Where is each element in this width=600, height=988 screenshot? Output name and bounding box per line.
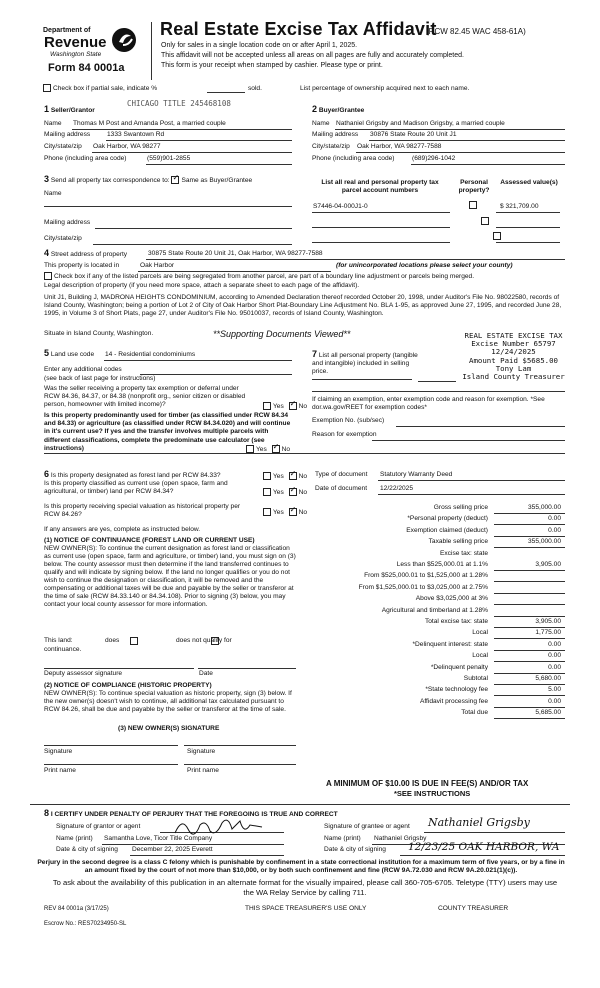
grantee-name[interactable]: Nathaniel Grigsby bbox=[374, 835, 427, 842]
q1-yes-no: Yes ✓ No bbox=[263, 402, 307, 410]
stamp-line4: Amount Paid $5685.00 bbox=[469, 355, 558, 365]
county-treasurer-label: COUNTY TREASURER bbox=[438, 905, 509, 912]
calc-value[interactable]: 355,000.00 bbox=[527, 504, 561, 511]
new-owner-print-label-1: Print name bbox=[44, 767, 76, 774]
same-as-buyer-checkbox[interactable] bbox=[171, 176, 179, 184]
buyer-phone-label: Phone (including area code) bbox=[312, 155, 395, 162]
seller-name[interactable]: Thomas M Post and Amanda Post, a married couple bbox=[73, 120, 226, 127]
doc-type-label: Type of document bbox=[315, 471, 368, 478]
parcel-col-header: List all real and personal property tax parcel account numbers bbox=[321, 179, 439, 195]
exemption-no-label: Exemption No. (sub/sec) bbox=[312, 417, 385, 424]
grantee-date-city[interactable]: 12/23/25 OAK HARBOR, WA bbox=[408, 841, 560, 853]
timber-question: Is this property predominantly used for timber (as classified under RCW 84.34 and 84.33) or agriculture (as classified under RCW 84.34.020) and will continue in it's current use? If yes and the transfer involves multiple parcels with different classifications, complete the predominate use calculator (see instructions) bbox=[44, 412, 291, 452]
personal-property-checkbox-1[interactable] bbox=[469, 201, 477, 209]
calc-label: Local bbox=[472, 629, 488, 636]
reason-label: Reason for exemption bbox=[312, 431, 377, 438]
partial-sale-checkbox[interactable] bbox=[43, 84, 51, 92]
land-use-code[interactable]: 14 - Residential condominiums bbox=[105, 351, 196, 358]
stamp-line3: 12/24/2025 bbox=[491, 347, 536, 357]
buyer-address-label: Mailing address bbox=[312, 131, 359, 138]
calc-value[interactable]: 5,680.00 bbox=[535, 675, 561, 682]
s6-q2-no-checkbox[interactable] bbox=[289, 488, 297, 496]
sold-label: sold. bbox=[248, 85, 262, 92]
q2-no-checkbox[interactable] bbox=[272, 445, 280, 453]
calc-label: Total due bbox=[461, 709, 488, 716]
seller-phone-label: Phone (including area code) bbox=[44, 155, 127, 162]
legal-description-label: Legal description of property (if you need more space, attach a separate sheet to each page of the affidavit). bbox=[44, 282, 360, 289]
notice1-body: NEW OWNER(S): To continue the current designation as forest land or classification as current use (open space, farm and agriculture, or timber) land, you must sign on (3) below. The county assessor must then determine if the land transferred continues to qualify and will indicate by signing below. If the land no longer qualifies or you do not wish to continue the designation or classification, it will be removed and the compensating or additional taxes will be due and payable by the seller or transferor at the time of sale (RCW 84.33.140 or 84.34.108). Prior to signing (3) below, you may contact your local county assessor for more information. bbox=[44, 545, 296, 608]
q1-yes-checkbox[interactable] bbox=[263, 402, 271, 410]
calc-value[interactable]: 355,000.00 bbox=[527, 538, 561, 545]
s6-q3-yes-no: Yes ✓ No bbox=[263, 508, 307, 516]
notice-line3: This form is your receipt when stamped by cashier. Please type or print. bbox=[161, 62, 383, 69]
calc-value[interactable]: 0.00 bbox=[548, 698, 561, 705]
calc-label: From $1,525,000.01 to $3,025,000 at 2.75% bbox=[358, 584, 488, 591]
s6-q2-yes-checkbox[interactable] bbox=[263, 488, 271, 496]
calc-label: *State technology fee bbox=[425, 686, 488, 693]
situate: Situate in Island County, Washington. bbox=[44, 330, 154, 337]
calc-value[interactable]: 5,685.00 bbox=[535, 709, 561, 716]
see-instructions: *SEE INSTRUCTIONS bbox=[394, 789, 471, 798]
new-owner-signature-label-1: Signature bbox=[44, 748, 73, 755]
q2-yes-checkbox[interactable] bbox=[246, 445, 254, 453]
exemption-intro: If claiming an exemption, enter exemption code and reason for exemption. *See dor.wa.gov/REET for exemption codes* bbox=[312, 396, 545, 412]
notice2-body: NEW OWNER(S): To continue special valuation as historic property, sign (3) below. If the new owner(s) doesn't wish to continue, all additional tax calculated pursuant to RCW 84.26, shall be due and payable by the seller or transferor at the time of sale. bbox=[44, 690, 292, 713]
does-checkbox[interactable] bbox=[130, 637, 138, 645]
grantor-name[interactable]: Samantha Love, Ticor Title Company bbox=[104, 835, 213, 842]
buyer-address[interactable]: 30876 State Route 20 Unit J1 bbox=[370, 131, 457, 138]
notice-line2: This affidavit will not be accepted unless all areas on all pages are fully and accurately completed. bbox=[161, 52, 464, 59]
see-back-label: (see back of last page for instructions) bbox=[44, 375, 156, 382]
dept-state: Washington State bbox=[50, 51, 102, 58]
grantee-signature[interactable]: Nathaniel Grigsby bbox=[428, 816, 530, 829]
calc-label: Exemption claimed (deduct) bbox=[406, 527, 488, 534]
personal-property-checkbox-2[interactable] bbox=[481, 217, 489, 225]
supporting-docs-stamp: **Supporting Documents Viewed** bbox=[213, 329, 351, 339]
calc-label: Excise tax: state bbox=[439, 550, 488, 557]
buyer-name-label: Name bbox=[312, 120, 330, 127]
calc-value[interactable]: 0.00 bbox=[548, 641, 561, 648]
calc-value[interactable]: 0.00 bbox=[548, 664, 561, 671]
calc-label: Subtotal bbox=[463, 675, 488, 682]
seller-phone[interactable]: (559)901-2855 bbox=[147, 155, 191, 162]
calc-label: *Delinquent penalty bbox=[430, 664, 488, 671]
dept-logo-text: Revenue bbox=[44, 34, 107, 51]
located-label: This property is located in bbox=[44, 262, 120, 269]
seller-city-label: City/state/zip bbox=[44, 143, 82, 150]
calc-label: *Personal property (deduct) bbox=[407, 515, 488, 522]
grantor-name-label: Name (print) bbox=[56, 835, 93, 842]
unincorporated-note: (for unincorporated locations please select your county) bbox=[336, 262, 513, 269]
seller-address[interactable]: 1333 Swantown Rd bbox=[107, 131, 165, 138]
segregated-row: Check box if any of the listed parcels are being segregated from another parcel, are part of a boundary line adjustment or parcels being merged. bbox=[44, 272, 474, 280]
buyer-name[interactable]: Nathaniel Grigsby and Madison Grigsby, a married couple bbox=[336, 120, 505, 127]
calc-label: Affidavit processing fee bbox=[419, 698, 488, 705]
revision: REV 84 0001a (3/17/25) bbox=[44, 906, 109, 912]
ownership-pct-note: List percentage of ownership acquired next to each name. bbox=[300, 85, 470, 92]
current-use-question: Is this property classified as current use (open space, farm and agricultural, or timber) land per RCW 84.34? bbox=[44, 480, 228, 496]
doc-type[interactable]: Statutory Warranty Deed bbox=[380, 471, 453, 478]
grantor-date-label: Date & city of signing bbox=[56, 846, 118, 853]
s6-q1-no-checkbox[interactable] bbox=[289, 472, 297, 480]
deputy-sig-label: Deputy assessor signature bbox=[44, 670, 123, 677]
stamp-line1: REAL ESTATE EXCISE TAX bbox=[464, 331, 563, 340]
parcel-number[interactable]: S7446-04-000J1-0 bbox=[313, 203, 368, 210]
dept-line1: Department of bbox=[43, 27, 91, 34]
calc-value[interactable]: 1,775.00 bbox=[535, 629, 561, 636]
buyer-heading: 2 Buyer/Grantee bbox=[312, 104, 365, 114]
notice3-title: (3) NEW OWNER(S) SIGNATURE bbox=[118, 725, 220, 732]
calc-label: Above $3,025,000 at 3% bbox=[415, 595, 488, 602]
s6-q3-no-checkbox[interactable] bbox=[289, 508, 297, 516]
street-address[interactable]: 30875 State Route 20 Unit J1, Oak Harbor, WA 98277-7588 bbox=[148, 250, 323, 257]
s3-name-label: Name bbox=[44, 190, 62, 197]
personal-property-label: 7 List all personal property (tangible and intangible) included in selling price. bbox=[312, 349, 418, 376]
s6-q2-yes-no: Yes ✓ No bbox=[263, 488, 307, 496]
historic-question: Is this property receiving special valuation as historical property per RCW 84.26? bbox=[44, 503, 241, 519]
land-use-label: 5 Land use code bbox=[44, 348, 95, 358]
calc-value[interactable]: 0.00 bbox=[548, 652, 561, 659]
doc-date-label: Date of document bbox=[315, 485, 368, 492]
calc-label: Agricultural and timberland at 1.28% bbox=[381, 607, 488, 614]
forest-land-question: 6 Is this property designated as forest land per RCW 84.33? bbox=[44, 469, 221, 479]
does-label: does bbox=[105, 637, 120, 644]
stamp-line2: Excise Number 65797 bbox=[471, 339, 556, 349]
form-number: Form 84 0001a bbox=[48, 62, 125, 74]
grantee-name-label: Name (print) bbox=[324, 835, 361, 842]
form-title: Real Estate Excise Tax Affidavit bbox=[160, 19, 437, 39]
title-company-stamp: CHICAGO TITLE 245468108 bbox=[127, 99, 231, 108]
certify-statement: 8 I CERTIFY UNDER PENALTY OF PERJURY THAT THE FOREGOING IS TRUE AND CORRECT bbox=[44, 808, 338, 818]
buyer-city-label: City/state/zip bbox=[312, 143, 350, 150]
s6-q1-yes-checkbox[interactable] bbox=[263, 472, 271, 480]
buyer-city[interactable]: Oak Harbor, WA 98277-7588 bbox=[357, 143, 442, 150]
does-not-label: does not qualify for bbox=[176, 637, 232, 644]
s3-mailing-label: Mailing address bbox=[44, 219, 91, 226]
calc-value[interactable]: 5.00 bbox=[548, 686, 561, 693]
calc-label: *Delinquent interest: state bbox=[412, 641, 488, 648]
accessibility-notice: To ask about the availability of this publication in an alternate format for the visually impaired, please call 360-705-6705. Teletype (TTY) users may use the WA Relay Service by calling 711. bbox=[52, 878, 558, 897]
exemption-question: Was the seller receiving a property tax exemption or deferral under RCW 84.36, 84.37, or 84.38 (nonprofit org., senior citizen or disabled person, homeowner with limited income)? bbox=[44, 385, 246, 409]
this-land-label: This land: bbox=[44, 637, 73, 644]
calc-value[interactable]: 3,905.00 bbox=[535, 561, 561, 568]
calc-value[interactable]: 0.00 bbox=[548, 527, 561, 534]
legal-description[interactable]: Unit J1, Building J, MADRONA HEIGHTS CONDOMINIUM, according to Amended Declaration thereof recorded October 20, 1998, under Auditor's File No. 98022580, records of Island County, Washington; being a portion of Lot 2 of City of Oak Harbor Short Plat-Boundary Line Adjustment No. BLA 1-95, as approved June 27, 1995, and recorded June 28, 1995, in Volume 3 of Short Plats, page 27, under Auditor's File No. 95010037, records of Island County, Washington. bbox=[44, 294, 562, 317]
partial-sale-row bbox=[43, 84, 157, 92]
located-city[interactable]: Oak Harbor bbox=[140, 262, 175, 269]
s6-q1-yes-no: Yes ✓ No bbox=[263, 472, 307, 480]
partial-sale-label: Check box if partial sale, indicate % bbox=[53, 84, 158, 92]
seller-name-label: Name bbox=[44, 120, 62, 127]
correspondence-row: 3 Send all property tax correspondence to: ✓ Same as Buyer/Grantee bbox=[44, 174, 252, 184]
notice-line1: Only for sales in a single location code on or after April 1, 2025. bbox=[161, 42, 358, 49]
s3-city-label: City/state/zip bbox=[44, 235, 82, 242]
grantee-date-label: Date & city of signing bbox=[324, 846, 386, 853]
treasurer-use-only: THIS SPACE TREASURER'S USE ONLY bbox=[245, 905, 367, 912]
calc-label: Local bbox=[472, 652, 488, 659]
if-yes-note: If any answers are yes, complete as instructed below. bbox=[44, 526, 201, 533]
calc-label: Gross selling price bbox=[433, 504, 488, 511]
rcw-reference: (RCW 82.45 WAC 458-61A) bbox=[426, 27, 526, 36]
additional-codes-label: Enter any additional codes bbox=[44, 366, 122, 373]
stamp-line6: Island County Treasurer bbox=[462, 372, 565, 382]
deputy-date-label: Date bbox=[199, 670, 213, 677]
calc-value[interactable]: 0.00 bbox=[548, 515, 561, 522]
grantor-date-city[interactable]: December 22, 2025 Everett bbox=[132, 846, 213, 853]
doc-date[interactable]: 12/22/2025 bbox=[380, 485, 414, 492]
seller-address-label: Mailing address bbox=[44, 131, 91, 138]
seller-city[interactable]: Oak Harbor, WA 98277 bbox=[93, 143, 161, 150]
grantor-signature-label: Signature of grantor or agent bbox=[56, 823, 141, 830]
seller-heading: 1 Seller/Grantor bbox=[44, 104, 95, 114]
personal-property-checkbox-3[interactable] bbox=[493, 232, 501, 240]
notice2-title: (2) NOTICE OF COMPLIANCE (HISTORIC PROPERTY) bbox=[44, 682, 212, 689]
assessed-value[interactable]: $ 321,709.00 bbox=[500, 203, 539, 210]
segregated-checkbox[interactable] bbox=[44, 272, 52, 280]
personal-property-col-header: Personal property? bbox=[458, 179, 490, 195]
calc-label: Total excise tax: state bbox=[424, 618, 488, 625]
grantee-signature-label: Signature of grantee or agent bbox=[324, 823, 410, 830]
treasurer-stamp bbox=[456, 332, 571, 381]
escrow-number: Escrow No.: RES70234950-SL bbox=[44, 921, 127, 927]
stamp-line5: Tony Lam bbox=[495, 363, 532, 373]
continuance-label: continuance. bbox=[44, 646, 82, 653]
new-owner-print-label-2: Print name bbox=[187, 767, 219, 774]
assessed-col-header: Assessed value(s) bbox=[500, 179, 558, 186]
calc-value[interactable]: 3,905.00 bbox=[535, 618, 561, 625]
perjury-notice: Perjury in the second degree is a class C felony which is punishable by confinement in a state correctional institution for a maximum term of five years, or by a fine in an amount fixed by the court of not more than $10,000, or by both such confinement and fine (RCW 9A.72.030 and RCW 9A.20.021(1)(c)). bbox=[37, 859, 565, 874]
calc-label: Less than $525,000.01 at 1.1% bbox=[396, 561, 488, 568]
dor-logo-icon bbox=[111, 27, 137, 53]
calc-label: From $525,000.01 to $1,525,000 at 1.28% bbox=[364, 572, 488, 579]
street-address-row: 4 Street address of property bbox=[44, 248, 128, 258]
calc-label: Taxable selling price bbox=[428, 538, 488, 545]
q2-yes-no: Yes ✓ No bbox=[246, 445, 290, 453]
q1-no-checkbox[interactable] bbox=[289, 402, 297, 410]
s6-q3-yes-checkbox[interactable] bbox=[263, 508, 271, 516]
notice1-title: (1) NOTICE OF CONTINUANCE (FOREST LAND OR CURRENT USE) bbox=[44, 537, 255, 544]
minimum-notice: A MINIMUM OF $10.00 IS DUE IN FEE(S) AND/OR TAX bbox=[326, 779, 529, 788]
new-owner-signature-label-2: Signature bbox=[187, 748, 216, 755]
buyer-phone[interactable]: (689)296-1042 bbox=[412, 155, 456, 162]
